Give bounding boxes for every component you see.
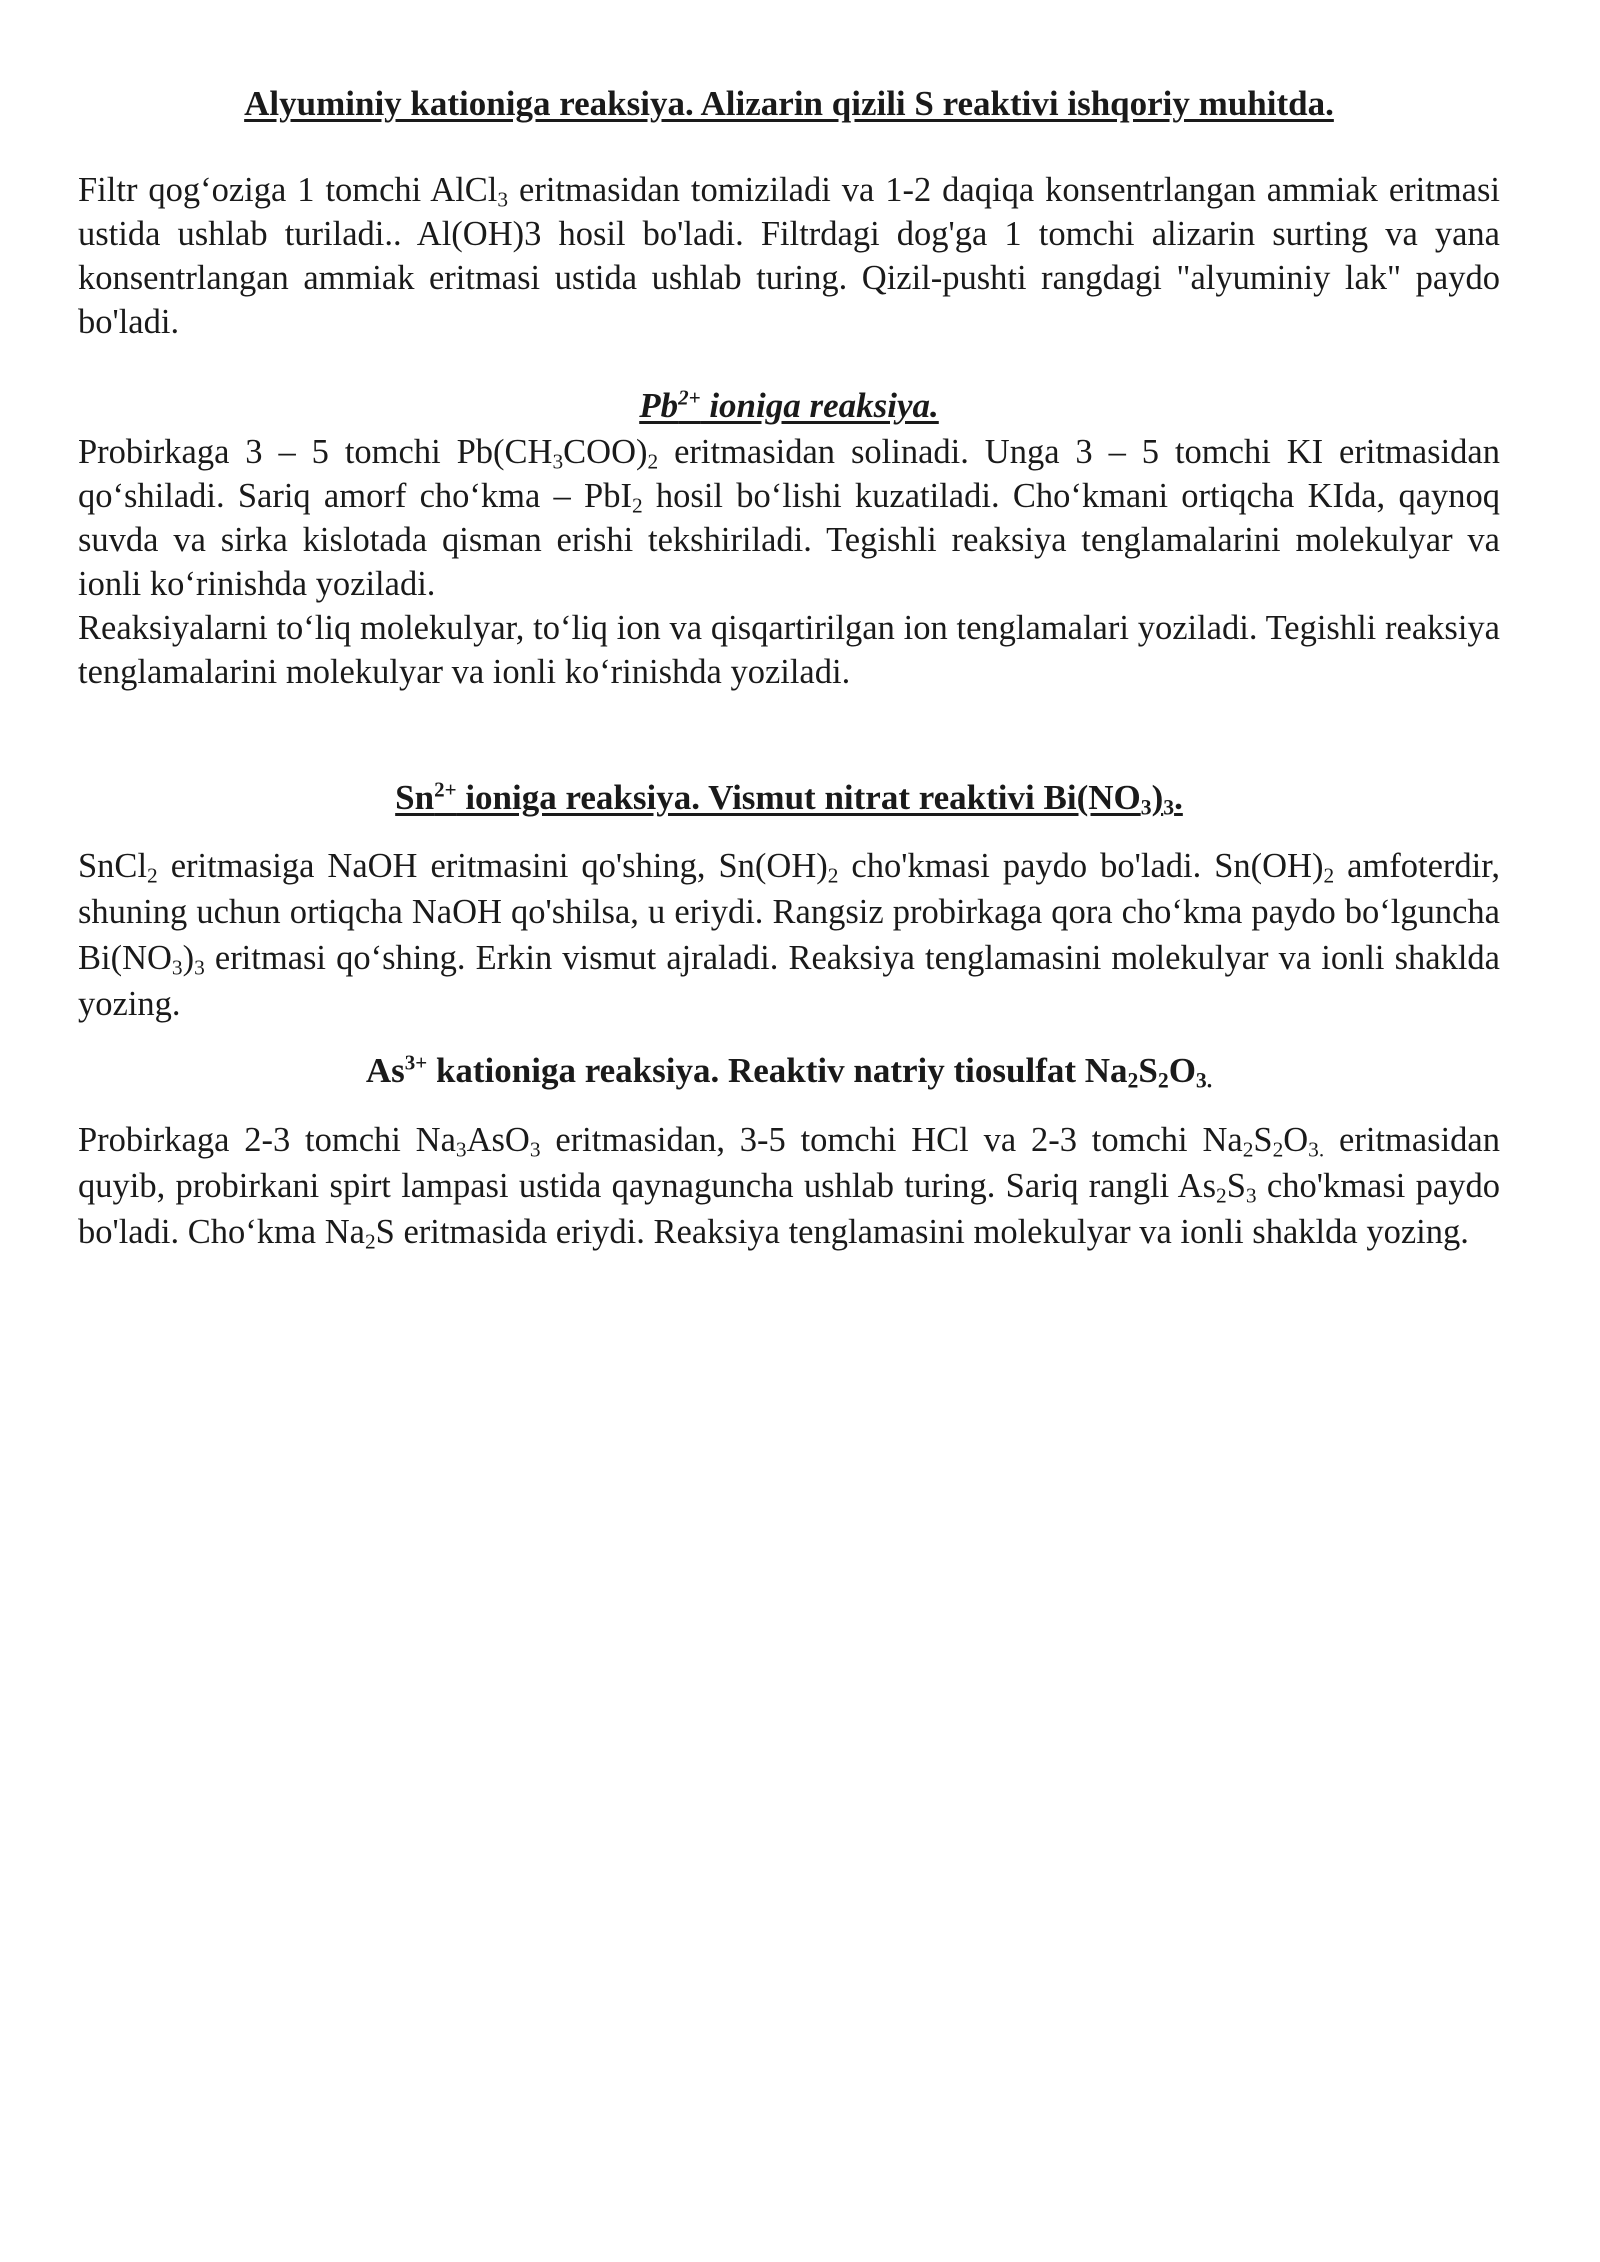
paragraph-tin-procedure: SnCl$_2$ eritmasiga NaOH eritmasini qo'shing, $Sn(OH)_2$ cho'kmasi paydo bo'ladi. $Sn(OH)_2$ amfoterdir, shuning uchun ortiqcha NaOH qo'shilsa, u eriydi. Rangsiz probirkaga qora cho‘kma paydo bo‘lguncha $Bi(NO_3)_3$ eritmasi qo‘shing. Erkin vismut ajraladi. Reaksiya tenglamasini molekulyar va ionli shaklda yozing. <box>78 847 1500 1024</box>
section-heading-arsenic: $As^{3+}$ kationiga reaksiya. Reaktiv natriy tiosulfat $Na_2S_2O_{3.}$ <box>365 1050 1213 1093</box>
section-heading-tin: $Sn^{2+}$ ioniga reaksiya. Vismut nitrat reaktivi $Bi(NO_3)_3$. <box>395 776 1183 819</box>
section-heading-lead: $Pb^{2+}$ ioniga reaksiya. <box>639 385 939 425</box>
paragraph-lead-procedure: Probirkaga 3 – 5 tomchi $Pb(CH_3COO)_2$ eritmasidan solinadi. Unga 3 – 5 tomchi KI eritmasidan qo‘shiladi. Sariq amorf cho‘kma – PbI$_2$ hosil bo‘lishi kuzatiladi. Cho‘kmani ortiqcha KIda, qaynoq suvda va sirka kislotada qisman erishi tekshiriladi. Tegishli reaksiya tenglamalarini molekulyar va ionli ko‘rinishda yoziladi. <box>78 432 1501 603</box>
paragraph-lead-equations: Reaksiyalarni to‘liq molekulyar, to‘liq ion va qisqartirilgan ion tenglamalari yoziladi. Tegishli reaksiya tenglamalarini molekulyar va ionli ko‘rinishda yoziladi. <box>78 608 1500 691</box>
paragraph-aluminium-procedure: Filtr qog‘oziga 1 tomchi AlCl$_3$ eritmasidan tomiziladi va 1-2 daqiqa konsentrlangan ammiak eritmasi ustida ushlab turiladi.. Al(OH)3 hosil bo'ladi. Filtrdagi dog'ga 1 tomchi alizarin surting va yana konsentrlangan ammiak eritmasi ustida ushlab turing. Qizil-pushti rangdagi "alyuminiy lak" paydo bo'ladi. <box>78 170 1500 341</box>
paragraph-arsenic-procedure: Probirkaga 2-3 tomchi $Na_3AsO_3$ eritmasidan, 3-5 tomchi HCl va 2-3 tomchi $Na_2S_2O_{3.}$ eritmasidan quyib, probirkani spirt lampasi ustida qaynaguncha ushlab turing. Sariq rangli $As_2S_3$ cho'kmasi paydo bo'ladi. Cho‘kma $Na_2S$ eritmasida eriydi. Reaksiya tenglamasini molekulyar va ionli shaklda yozing. <box>78 1121 1500 1254</box>
section-heading-aluminium: Alyuminiy kationiga reaksiya. Alizarin qizili S reaktivi ishqoriy muhitda. <box>244 84 1334 123</box>
